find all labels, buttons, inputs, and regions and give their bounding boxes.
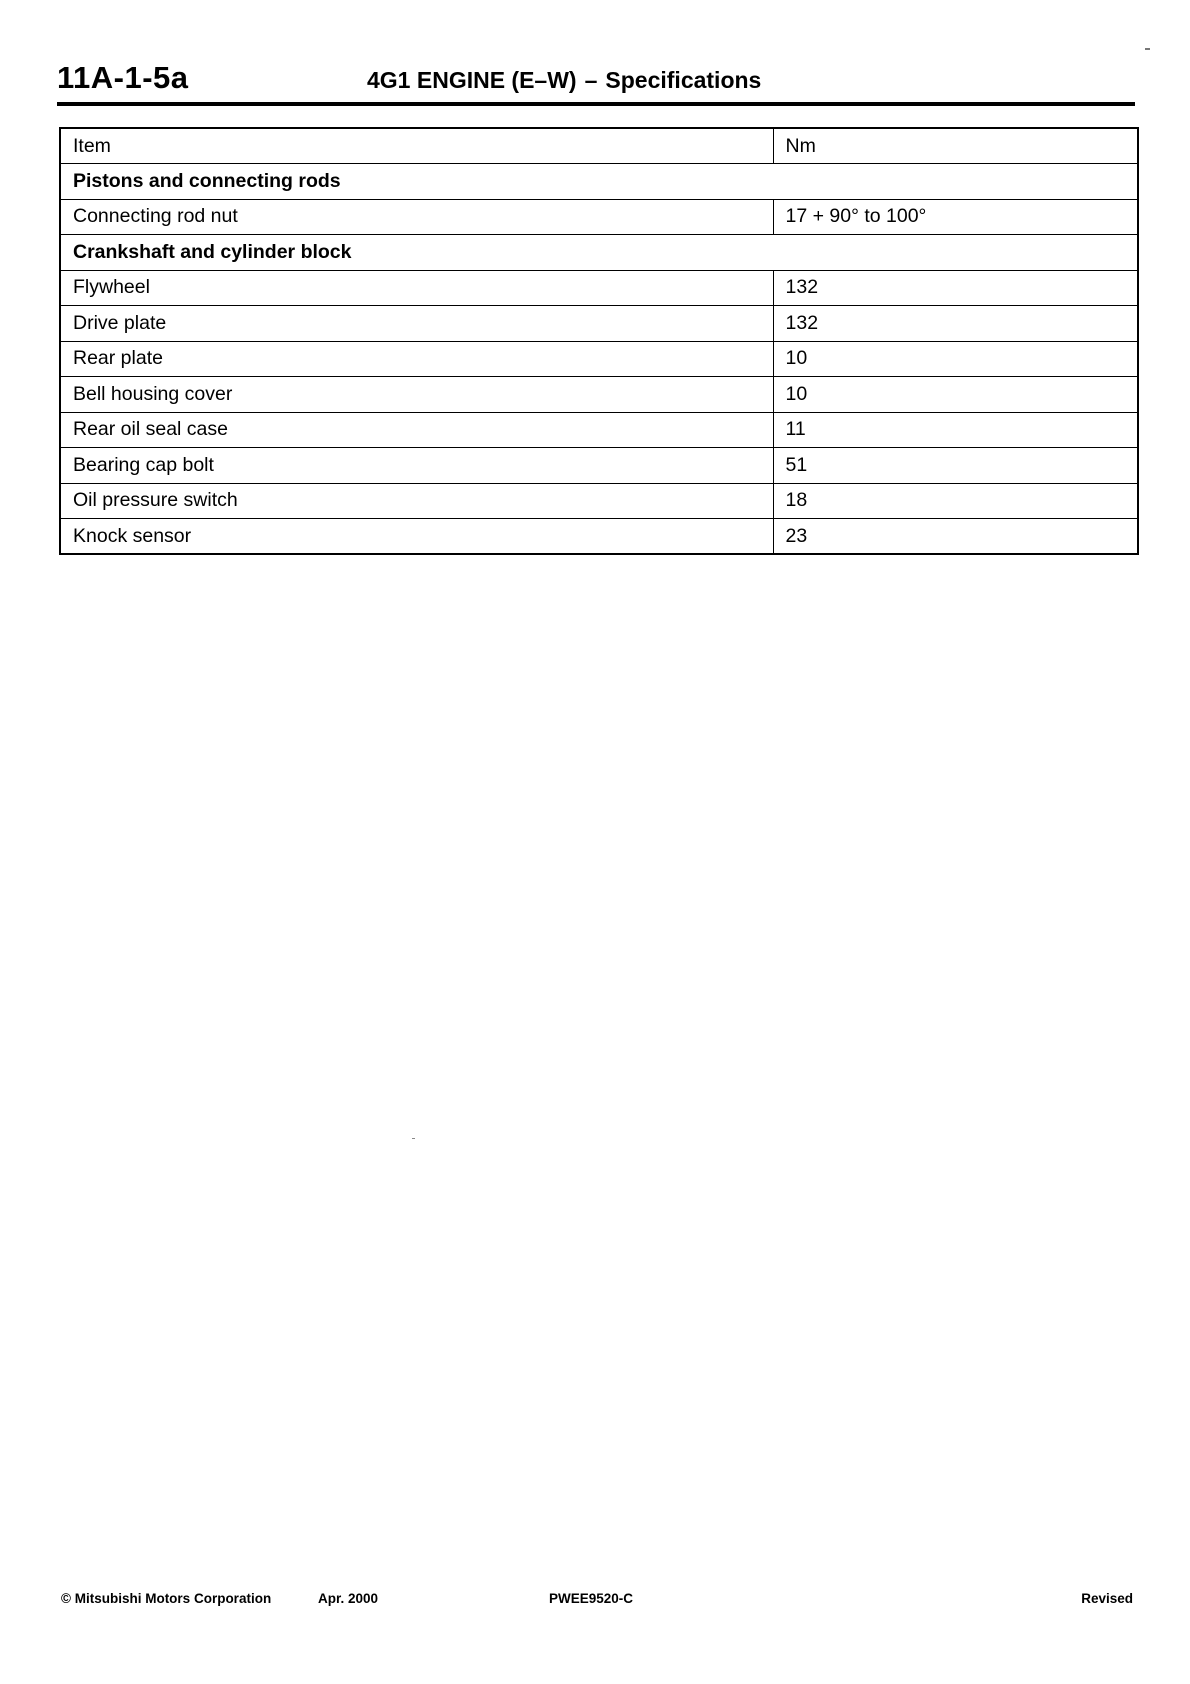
title-separator: – (584, 67, 598, 93)
item-cell: Knock sensor (60, 519, 773, 555)
footer-date: Apr. 2000 (318, 1591, 379, 1606)
value-cell: 17 + 90° to 100° (773, 199, 1138, 235)
value-cell: 10 (773, 377, 1138, 413)
footer-copyright: © Mitsubishi Motors Corporation (61, 1591, 272, 1606)
value-cell: 23 (773, 519, 1138, 555)
table-row (60, 270, 1138, 306)
section-row (60, 235, 1138, 271)
item-cell: Bell housing cover (60, 377, 773, 413)
title-sub: Specifications (605, 67, 762, 93)
item-cell: Bearing cap bolt (60, 448, 773, 484)
table-row (60, 483, 1138, 519)
scan-dot (412, 1138, 415, 1139)
header-item: Item (60, 128, 773, 164)
item-cell: Rear plate (60, 341, 773, 377)
page-header (57, 56, 1135, 106)
footer-status: Revised (1081, 1591, 1133, 1606)
table-row (60, 412, 1138, 448)
section-row (60, 164, 1138, 200)
corner-mark (1145, 48, 1150, 50)
item-cell: Drive plate (60, 306, 773, 342)
value-cell: 132 (773, 270, 1138, 306)
item-cell: Flywheel (60, 270, 773, 306)
title-main: 4G1 ENGINE (E–W) (367, 67, 577, 93)
item-cell: Connecting rod nut (60, 199, 773, 235)
value-cell: 18 (773, 483, 1138, 519)
value-cell: 11 (773, 412, 1138, 448)
footer-doc-code: PWEE9520-C (549, 1591, 634, 1606)
torque-spec-table (59, 127, 1139, 555)
page-footer (61, 1591, 1133, 1613)
header-value: Nm (773, 128, 1138, 164)
table-row (60, 377, 1138, 413)
value-cell: 132 (773, 306, 1138, 342)
table-row (60, 199, 1138, 235)
value-cell: 10 (773, 341, 1138, 377)
value-cell: 51 (773, 448, 1138, 484)
table-row (60, 519, 1138, 555)
page-title (367, 67, 761, 94)
table-row (60, 448, 1138, 484)
table-header-row (60, 128, 1138, 164)
table-row (60, 306, 1138, 342)
item-cell: Oil pressure switch (60, 483, 773, 519)
section-title: Pistons and connecting rods (60, 164, 1138, 200)
section-title: Crankshaft and cylinder block (60, 235, 1138, 271)
table-row (60, 341, 1138, 377)
item-cell: Rear oil seal case (60, 412, 773, 448)
page-number: 11A-1-5a (57, 60, 189, 95)
